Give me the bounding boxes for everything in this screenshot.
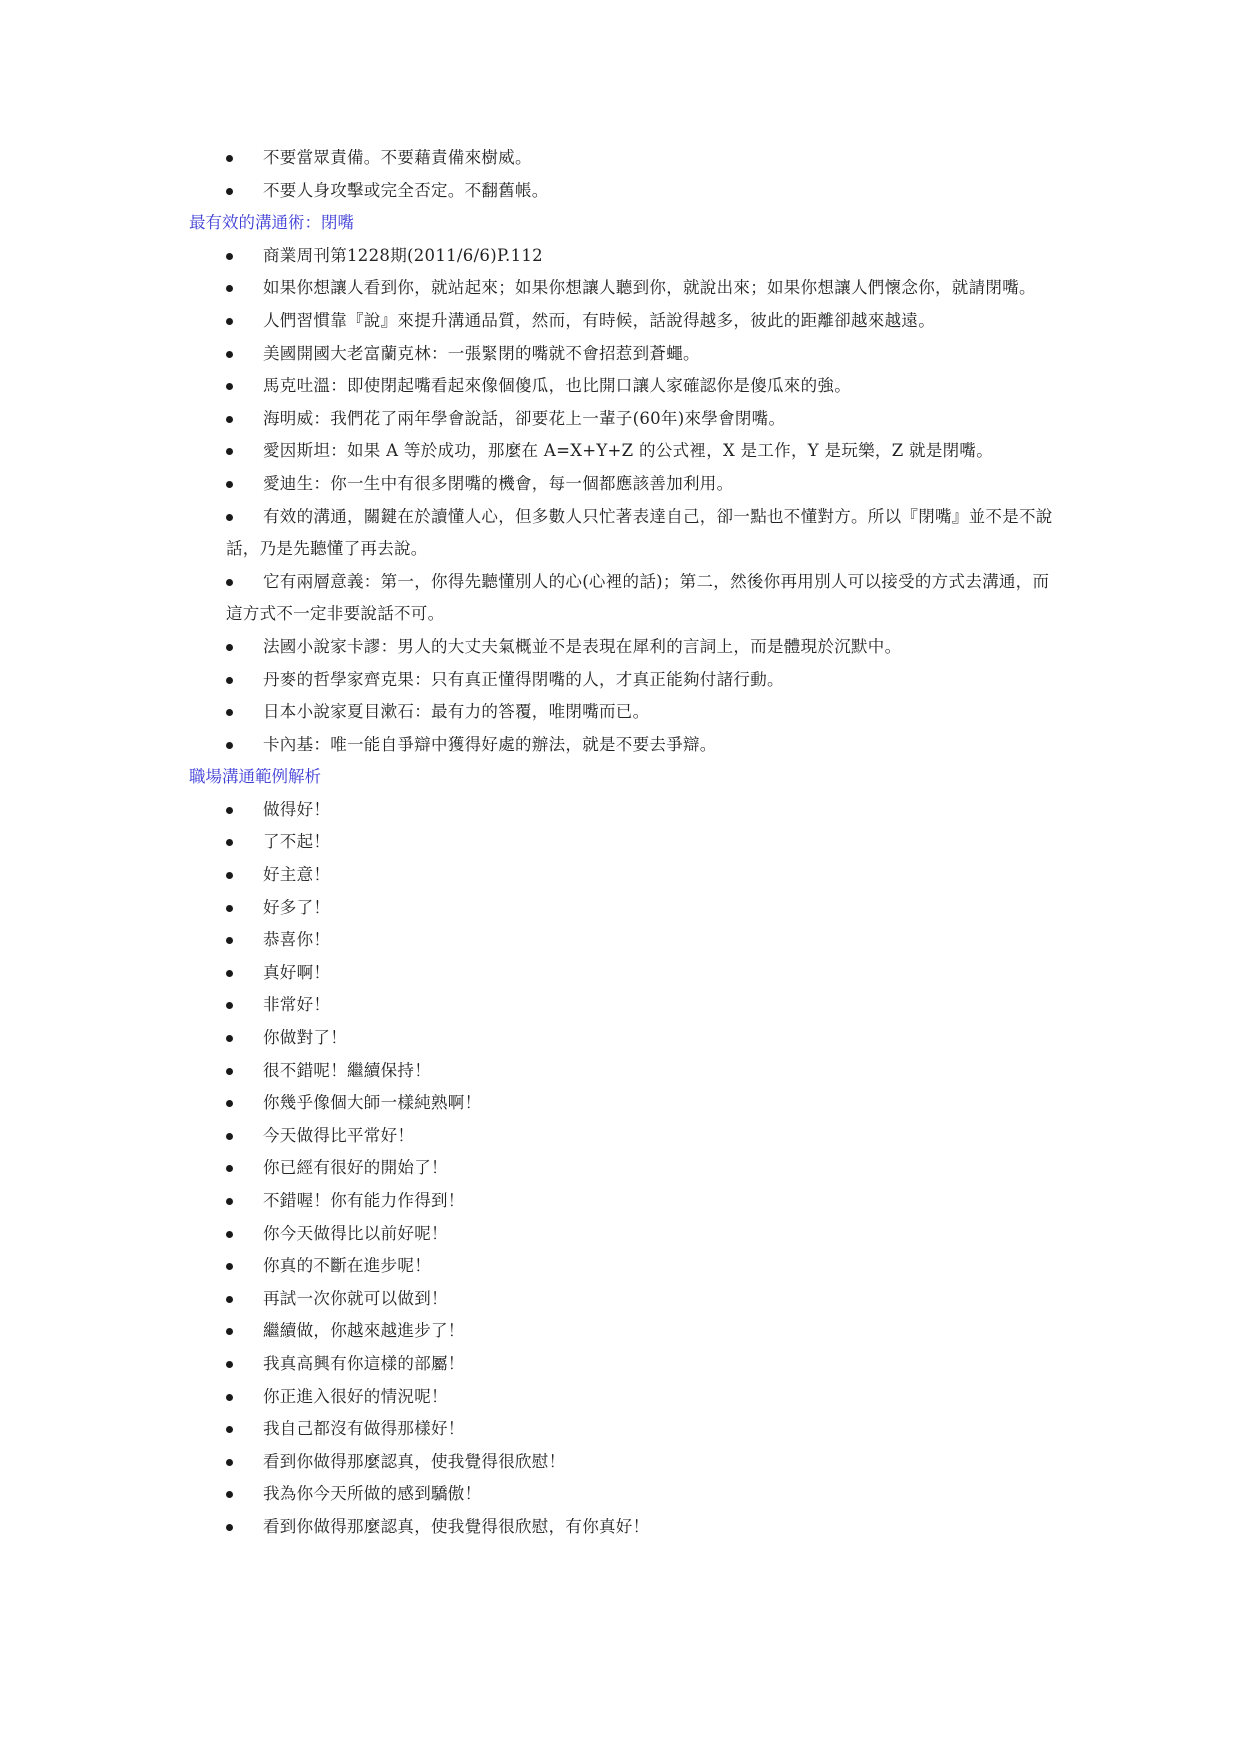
list-item-text: 好多了！ (263, 897, 331, 917)
list-item (226, 1218, 1058, 1251)
list-item-text: 我自己都沒有做得那樣好！ (263, 1419, 465, 1439)
list-item-text: 你幾乎像個大師一樣純熟啊！ (263, 1093, 482, 1113)
list-item (226, 1185, 1058, 1218)
list-item-text: 愛因斯坦：如果 A 等於成功，那麼在 A=X+Y+Z 的公式裡，X 是工作，Y 是玩樂，Z 就是閉嘴。 (263, 441, 994, 461)
bullet-icon (226, 579, 233, 586)
list-item (226, 729, 1058, 762)
list-item (226, 1511, 1058, 1544)
list-item-text: 海明威：我們花了兩年學會說話，卻要花上一輩子(60年)來學會閉嘴。 (263, 408, 786, 428)
list-item-text: 再試一次你就可以做到！ (263, 1288, 448, 1308)
list-item-text: 法國小說家卡謬：男人的大丈夫氣概並不是表現在犀利的言詞上，而是體現於沉默中。 (263, 636, 902, 656)
list-item (226, 338, 1058, 371)
bullet-icon (226, 1165, 233, 1172)
bullet-icon (226, 807, 233, 814)
bullet-icon (226, 1198, 233, 1205)
list-item-text: 你真的不斷在進步呢！ (263, 1256, 431, 1276)
bullet-icon (226, 1426, 233, 1433)
bullet-icon (226, 677, 233, 684)
list-item-text: 很不錯呢！繼續保持！ (263, 1060, 431, 1080)
list-item (226, 859, 1058, 892)
list-item (226, 1022, 1058, 1055)
bullet-icon (226, 1231, 233, 1238)
list-item-text: 人們習慣靠『說』來提升溝通品質，然而，有時候，話說得越多，彼此的距離卻越來越遠。 (263, 310, 935, 330)
list-item-text: 不錯喔！你有能力作得到！ (263, 1191, 465, 1210)
bullet-icon (226, 872, 233, 879)
list-item (226, 892, 1058, 925)
bullet-list-workplace-examples (0, 794, 1241, 1544)
list-item-text: 日本小說家夏目漱石：最有力的答覆，唯閉嘴而已。 (263, 702, 650, 722)
bullet-icon (226, 839, 233, 846)
list-item (226, 826, 1058, 859)
bullet-icon (226, 1035, 233, 1042)
bullet-icon (226, 1100, 233, 1107)
list-item-text: 我真高興有你這樣的部屬！ (263, 1353, 465, 1373)
list-item (226, 468, 1058, 501)
bullet-icon (226, 188, 233, 195)
bullet-icon (226, 1133, 233, 1140)
list-item (226, 142, 1058, 175)
list-item (226, 501, 1058, 566)
document-body (0, 142, 1241, 1544)
list-item (226, 1087, 1058, 1120)
list-item (226, 272, 1058, 305)
bullet-icon (226, 481, 233, 488)
list-item (226, 957, 1058, 990)
list-item-text: 有效的溝通，關鍵在於讀懂人心，但多數人只忙著表達自己，卻一點也不懂對方。所以『閉嘴』並不是不說話，乃是先聽懂了再去說。 (226, 506, 1053, 559)
list-item (226, 240, 1058, 273)
list-item-text: 了不起！ (263, 832, 331, 852)
list-item (226, 1250, 1058, 1283)
list-item (226, 1478, 1058, 1511)
list-item (226, 696, 1058, 729)
list-item-text: 你已經有很好的開始了！ (263, 1158, 448, 1178)
list-item-text: 你正進入很好的情況呢！ (263, 1386, 448, 1406)
bullet-icon (226, 1361, 233, 1368)
list-item (226, 435, 1058, 468)
bullet-list-shut-up (0, 240, 1241, 762)
list-item (226, 566, 1058, 631)
list-item-text: 卡內基：唯一能自爭辯中獲得好處的辦法，就是不要去爭辯。 (263, 734, 717, 754)
list-item (226, 370, 1058, 403)
list-item-text: 我為你今天所做的感到驕傲！ (263, 1484, 482, 1504)
bullet-icon (226, 285, 233, 292)
list-item-text: 看到你做得那麼認真，使我覺得很欣慰，有你真好！ (263, 1516, 650, 1536)
bullet-icon (226, 351, 233, 358)
list-item (226, 1315, 1058, 1348)
bullet-icon (226, 1524, 233, 1531)
bullet-icon (226, 1068, 233, 1075)
bullet-icon (226, 416, 233, 423)
section-heading-workplace-examples: 職場溝通範例解析 (189, 767, 321, 787)
list-item (226, 403, 1058, 436)
list-item (226, 924, 1058, 957)
list-item-text: 做得好！ (263, 799, 331, 819)
bullet-list-intro (0, 142, 1241, 207)
bullet-icon (226, 970, 233, 977)
list-item (226, 631, 1058, 664)
list-item-text: 今天做得比平常好！ (263, 1125, 415, 1145)
list-item (226, 989, 1058, 1022)
list-item (226, 1413, 1058, 1446)
list-item (226, 1381, 1058, 1414)
bullet-icon (226, 644, 233, 651)
list-item-text: 非常好！ (263, 995, 331, 1015)
bullet-icon (226, 1002, 233, 1009)
list-item-text: 它有兩層意義：第一，你得先聽懂別人的心(心裡的話)；第二，然後你再用別人可以接受的方式去溝通，而這方式不一定非要說話不可。 (226, 571, 1050, 624)
list-item (226, 1283, 1058, 1316)
list-item-text: 繼續做，你越來越進步了！ (263, 1321, 465, 1341)
list-item-text: 好主意！ (263, 865, 331, 885)
list-item (226, 1055, 1058, 1088)
list-item (226, 305, 1058, 338)
bullet-icon (226, 1328, 233, 1335)
list-item-text: 如果你想讓人看到你，就站起來；如果你想讓人聽到你，就說出來；如果你想讓人們懷念你，就請閉嘴。 (263, 278, 1036, 298)
section-heading-shut-up: 最有效的溝通術：閉嘴 (189, 213, 354, 233)
list-item-text: 愛迪生：你一生中有很多閉嘴的機會，每一個都應該善加利用。 (263, 473, 734, 493)
bullet-icon (226, 155, 233, 162)
list-item-text: 馬克吐溫：即使閉起嘴看起來像個傻瓜，也比開口讓人家確認你是傻瓜來的強。 (263, 376, 851, 396)
bullet-icon (226, 742, 233, 749)
bullet-icon (226, 937, 233, 944)
list-item (226, 175, 1058, 208)
list-item (226, 664, 1058, 697)
bullet-icon (226, 448, 233, 455)
list-item-text: 真好啊！ (263, 962, 331, 982)
list-item-text: 看到你做得那麼認真，使我覺得很欣慰！ (263, 1451, 566, 1471)
list-item-text: 不要人身攻擊或完全否定。不翻舊帳。 (263, 180, 549, 200)
list-item (226, 1348, 1058, 1381)
bullet-icon (226, 905, 233, 912)
list-item (226, 794, 1058, 827)
bullet-icon (226, 514, 233, 521)
bullet-icon (226, 1394, 233, 1401)
bullet-icon (226, 709, 233, 716)
bullet-icon (226, 318, 233, 325)
list-item-text: 你今天做得比以前好呢！ (263, 1223, 448, 1243)
list-item-text: 恭喜你！ (263, 930, 331, 950)
list-item (226, 1152, 1058, 1185)
list-item-text: 美國開國大老富蘭克林：一張緊閉的嘴就不會招惹到蒼蠅。 (263, 343, 700, 363)
bullet-icon (226, 253, 233, 260)
bullet-icon (226, 383, 233, 390)
bullet-icon (226, 1296, 233, 1303)
bullet-icon (226, 1491, 233, 1498)
bullet-icon (226, 1459, 233, 1466)
bullet-icon (226, 1263, 233, 1270)
list-item (226, 1446, 1058, 1479)
list-item-text: 不要當眾責備。不要藉責備來樹威。 (263, 148, 532, 167)
list-item (226, 1120, 1058, 1153)
list-item-text: 丹麥的哲學家齊克果：只有真正懂得閉嘴的人，才真正能夠付諸行動。 (263, 669, 784, 689)
list-item-text: 你做對了！ (263, 1028, 347, 1048)
list-item-text: 商業周刊第1228期(2011/6/6)P.112 (263, 245, 543, 265)
